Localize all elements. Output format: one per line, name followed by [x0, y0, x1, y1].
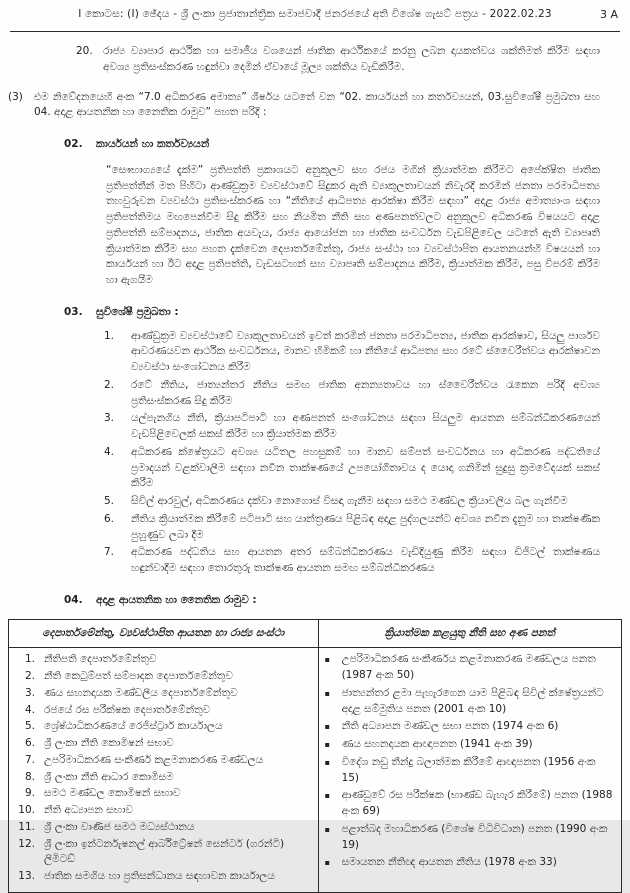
paragraph-3-text: එම නිවේදනයෙහි අංක “7.0 අධිකරණ අමාත්‍ය” ශීර්ෂය යටතේ වන “02. කාර්යයන් හා කර්තව්‍යයන්, 03.සුවිශේෂී ප්‍රමුඛතා සහ 04. අදාළ ආයතනික හා නෛතික රාමුව” පහත පරිදි :: [34, 90, 600, 119]
section-04-title: අදාළ ආයතනික හා නෛතික රාමුව :: [96, 593, 257, 606]
institution-name: ශ්‍රී ලංකා නීති කොමිෂන් සභාව: [44, 737, 174, 749]
section-02-heading: [64, 137, 600, 153]
institution-name: ජාතික සමගිය හා ප්‍රතිසන්ධානය සඳහාවන කාර්යාලය: [44, 870, 275, 882]
institution-name: නීති කෙටුම්පත් සම්පාදක දෙපාර්තමේන්තුව: [44, 670, 233, 682]
institution-number: 10.: [18, 804, 35, 816]
priority-item: [104, 329, 600, 376]
page-header: [0, 0, 630, 27]
institution-row: [15, 803, 312, 819]
institution-name: උපරිමාධිකරණ සංකීර්ණ කළමනාකරණ මණ්ඩලය: [44, 753, 264, 766]
paragraph-3: [8, 90, 600, 122]
institution-number: 4.: [24, 703, 35, 716]
institution-number: 12.: [18, 837, 35, 850]
square-bullet-icon: ▪: [324, 791, 330, 801]
institution-name: නීති අධ්‍යාපන සභාව: [44, 804, 134, 816]
law-item: [325, 822, 615, 854]
page-number: 3 A: [599, 8, 618, 21]
institution-name: ණය සහනදායක මණ්ඩලීය දෙපාර්තමේන්තුව: [44, 686, 238, 699]
institution-name: නීතිපති දෙපාර්තමේන්තුව: [44, 653, 157, 666]
institution-number: 1.: [24, 653, 35, 666]
laws-cell: [318, 648, 621, 893]
priority-item-text: නීතිය ක්‍රියාත්මක කිරීමේ පටිපාටි සහ යාන්ත්‍රණය පිළිබඳ අදාළ පුද්ගලයන්ට අවශ්‍ය නවීන දැනුම හා තාක්ෂණික පුහුණුව ලබා දීම: [131, 512, 600, 541]
section-02-body: “සෞභාග්‍යයේ දැක්ම” ප්‍රතිපත්ති ප්‍රකාශයට අනුකූලව සහ රජය මගින් ක්‍රියාත්මක කිරීමට අපේක්ෂිත ජාතික ප්‍රතිපත්තීන් මත පිහිටා ආණ්ඩුක්‍රම ව්‍යවස්ථාවේ සිදුකර ඇති ව්‍යාකූලතාවයන් නිවැරදි කරමින් ජනතා පරමාධිපත්‍ය තහවුරුවන ව්‍යවස්ථා ප්‍රතිසංස්කරණ හා “නීතියේ ආධිපත්‍ය ආරක්ෂා කිරීම සඳහා” අදාළ රාජ්‍ය අමාත්‍යාංශ සඳහා ප්‍රතිපත්තිමය මඟපෙන්වීම සිදු කිරීම සහ නියමිත නීති සහ අණපනත්වලට අනුකූලව අධිකරණ විෂයයට අදාළ ප්‍රතිපත්ති සම්පාදනය, ජාතික අයවැය, රාජ්‍ය ආයෝජන හා ජාතික සංවර්ධන වැඩපිළිවෙල යටතේ ඇති ව්‍යාපෘති ක්‍රියාත්මක කිරීම සහ පහත දැක්වෙන දෙපාර්තමේන්තු, රාජ්‍ය සංස්ථා හා ව්‍යවස්ථාපිත ආයතනයන්හි විෂයයන් හා කාර්යයන් හා ඊට අදාළ ප්‍රතිපත්ති, වැඩසටහන් සහ ව්‍යාපෘති සම්පාදනය කිරීම, ක්‍රියාත්මක කිරීම, පසු විපරම් කිරීම හා ඇගයීම: [106, 163, 600, 286]
priority-item-text: රටේ නීතිය, ජාත්‍යන්තර නීතිය සමඟ ජාතික අනන්‍යතාවය හා ස්වෛරීත්වය රැකෙන පරිදි අවශ්‍ය ප්‍රතිසංස්කරණ සිදු කිරීම: [131, 378, 600, 407]
institution-name: රජයේ රස පරීක්ෂක දෙපාර්තමේන්තුව: [44, 703, 211, 716]
priority-item: [104, 545, 600, 577]
square-bullet-icon: ▪: [324, 688, 330, 698]
law-item: [325, 788, 615, 820]
institutions-cell: [9, 648, 319, 893]
law-text: නීති අධ්‍යාපන මණ්ඩල සභා පනත (1974 අංක 6): [341, 720, 559, 733]
institution-row: [15, 770, 312, 786]
section-03-heading: [64, 305, 600, 321]
institutions-laws-table: [8, 619, 622, 893]
paragraph-3-number: (3): [8, 90, 23, 103]
law-item: [325, 719, 615, 735]
institution-number: 13.: [18, 870, 35, 882]
institution-row: [15, 869, 312, 885]
square-bullet-icon: ▪: [324, 740, 330, 749]
priority-item-text: සිවිල් ආරවුල්, අධිකරණය දක්වා නොගොස් විසඳා ගැනීම සඳහා සමථ මණ්ඩල ක්‍රියාවලිය බල ගැන්වීම: [131, 495, 568, 507]
institution-row: [15, 753, 312, 769]
priority-item: [104, 494, 600, 510]
table-header-institutions: දෙපාර්තමේන්තු, ව්‍යවස්ථාපිත ආයතන හා රාජ්‍ය සංස්ථා: [9, 619, 319, 648]
institution-row: [15, 736, 312, 752]
law-text: විදේශ නඩු තීන්දු බලාත්මක කිරීමේ ආඥාපනත (1956 අංක 15): [341, 755, 596, 784]
gazette-header-title: I කොටස: (I) ඡේදය - ශ්‍රී ලංකා ප්‍රජාතාන්ත්‍රික සමාජවාදී ජනරජයේ අති විශේෂ ගැසට් පත්‍රය - 2022.02.23: [78, 8, 552, 20]
priority-item-text: ආණ්ඩුක්‍රම ව්‍යවස්ථාවේ ව්‍යාකූලතාවයන් ඉවත් කරමින් ජනතා පරමාධිපත්‍ය, ජාතික ආරක්ෂාව, සියලු පාර්ශව ආවරණයවන ආර්ථික සංවර්ධනය, මානව හිමිකම් හා නීතියේ ආධිපත්‍ය සහ රටේ ස්වෛරීත්වය ආරක්ෂාවන ව්‍යවස්ථා සංශෝධනය කිරීම: [131, 329, 600, 373]
institution-name: ශ්‍රී ලංකා නීති ආධාර කොමිසම: [44, 770, 174, 783]
institution-row: [15, 669, 312, 685]
institution-row: [15, 703, 312, 719]
priority-item-number: 3.: [104, 412, 115, 425]
institution-row: [15, 652, 312, 668]
priority-item-number: 7.: [104, 546, 115, 559]
priority-item-text: අධිකරණ ක්ෂේත්‍රයට අවශ්‍ය යටිතල පහසුකම් හා මානව සම්පත් සංවර්ධනය හා අධිකරණ පද්ධතියේ ප්‍රමාදයන් වළක්වාලීම සඳහා නවීන තාක්ෂණයේ උපයෝගීතාවය ද යොදා ගනිමින් සුදුසු ක්‍රමවේදයක් සකස් කිරීම: [131, 445, 600, 490]
institution-number: 8.: [24, 770, 35, 783]
priority-item-number: 1.: [104, 329, 115, 342]
institution-name: සමථ මණ්ඩල කොමිෂන් සභාව: [44, 787, 181, 800]
header-rule: [10, 31, 620, 32]
law-item: [325, 737, 615, 753]
institution-number: 3.: [24, 686, 35, 699]
law-text: උපරිමාධිකරණ සංකීර්ණය කළමනාකරණ මණ්ඩලය පනත (1987 අංක 50): [341, 653, 596, 681]
priority-item: [104, 411, 600, 443]
institution-name: ශ්‍රී ලංකා වාණිජ සමථ මධ්‍යස්ථානය: [44, 820, 195, 833]
section-04-number: 04.: [64, 593, 83, 606]
priority-item: [104, 512, 600, 544]
institution-row: [15, 686, 312, 702]
law-text: ණය සහනදායක ආඥාපනත (1941 අංක 39): [341, 738, 533, 750]
section-03-number: 03.: [64, 305, 83, 318]
institution-number: 7.: [24, 753, 35, 766]
institution-number: 2.: [24, 670, 35, 682]
square-bullet-icon: ▪: [324, 858, 330, 868]
priority-item-number: 5.: [104, 495, 115, 507]
section-02-number: 02.: [64, 138, 83, 150]
law-text: ආණ්ඩුවේ රස පරීක්ෂක (භාණ්ඩ බැහැර කිරීමේ) පනත (1988 අංක 69): [341, 789, 613, 817]
section-02-title: කාර්යයන් හා කර්තව්‍යයන්: [96, 138, 210, 150]
priority-item: [104, 445, 600, 492]
section-03-title: සුවිශේෂී ප්‍රමුඛතා :: [96, 305, 179, 318]
law-item: [325, 855, 615, 871]
priority-item-text: අධිකරණ පද්ධතිය සහ ආයතන අතර සම්බන්ධීකරණය වැඩිදියුණු කිරීම සඳහා ඩිජිටල් තාක්ෂණය හඳුන්වාදීම සඳහා තොරතුරු තාක්ෂණ ආයතන සමඟ සම්බන්ධීකරණය: [131, 546, 600, 574]
priority-list: [104, 329, 600, 577]
institution-name: ශ්‍රී ලංකා ඉන්ටර්නැෂනල් ආර්බිට්‍රේෂන් සෙන්ටර් (ගරන්ටි) ලිමිටඩ්: [44, 837, 285, 866]
section-04-heading: [64, 593, 600, 609]
institution-row: [15, 719, 312, 735]
institution-row: [15, 837, 312, 869]
law-item: [325, 755, 615, 787]
law-item: [325, 686, 615, 718]
institution-number: 5.: [24, 720, 35, 733]
law-text: ජාත්‍යන්තර ළමා පැහැරගෙන යාම පිළිබඳ සිවිල් ක්ෂේත්‍රයන්ට අදාළ සම්මුතිය පනත (2001 අංක 10): [341, 686, 604, 715]
square-bullet-icon: ▪: [324, 824, 330, 834]
square-bullet-icon: ▪: [324, 655, 330, 665]
table-header-laws: ක්‍රියාත්මක කළයුතු නීති සහ අණ පනත්: [318, 619, 621, 648]
institution-row: [15, 786, 312, 802]
clause-20-number: 20.: [76, 45, 93, 57]
square-bullet-icon: ▪: [324, 757, 330, 767]
square-bullet-icon: ▪: [324, 722, 330, 732]
institution-number: 6.: [24, 737, 35, 749]
priority-item-number: 4.: [104, 445, 115, 458]
institution-number: 9.: [24, 787, 35, 800]
priority-item-number: 6.: [104, 512, 115, 525]
institution-number: 11.: [18, 820, 35, 833]
law-text: සමායතන නීතිඥ ආයතන නීතිය (1978 අංක 33): [341, 856, 557, 869]
priority-item-number: 2.: [104, 378, 115, 391]
institution-row: [15, 820, 312, 836]
law-item: [325, 652, 615, 684]
clause-20: [76, 44, 600, 76]
priority-item: [104, 378, 600, 410]
clause-20-text: රාජ්‍ය ව්‍යාපාර ආර්ථික හා සමාජීය වශයෙන් ජාතික ආර්ථිකයේ කරනු ලබන දායකත්වය ශක්තිමත් කිරීම සඳහා අවශ්‍ය ප්‍රතිසංස්කරණ හඳුන්වා දෙමින් ඒවායේ මූල්‍ය ශක්තිය වැඩිකිරීම.: [103, 45, 600, 73]
law-text: පළාත්බද මහාධිකරණ (විශේෂ විධිවිධාන) පනත (1990 අංක 19): [341, 822, 608, 851]
priority-item-text: යල්පැනගිය නීති, ක්‍රියාපටිපාටි හා අණපනත් සංශෝධනය සඳහා සියලුම ආයතන සම්බන්ධීකරණයෙන් වැඩපිළිවෙලක් සකස් කිරීම හා ක්‍රියාත්මක කිරීම: [131, 412, 600, 440]
institution-name: ශ්‍රේෂ්ඨාධිකරණයේ රෙජිස්ට්‍රාර් කාර්යාලය: [44, 720, 223, 733]
